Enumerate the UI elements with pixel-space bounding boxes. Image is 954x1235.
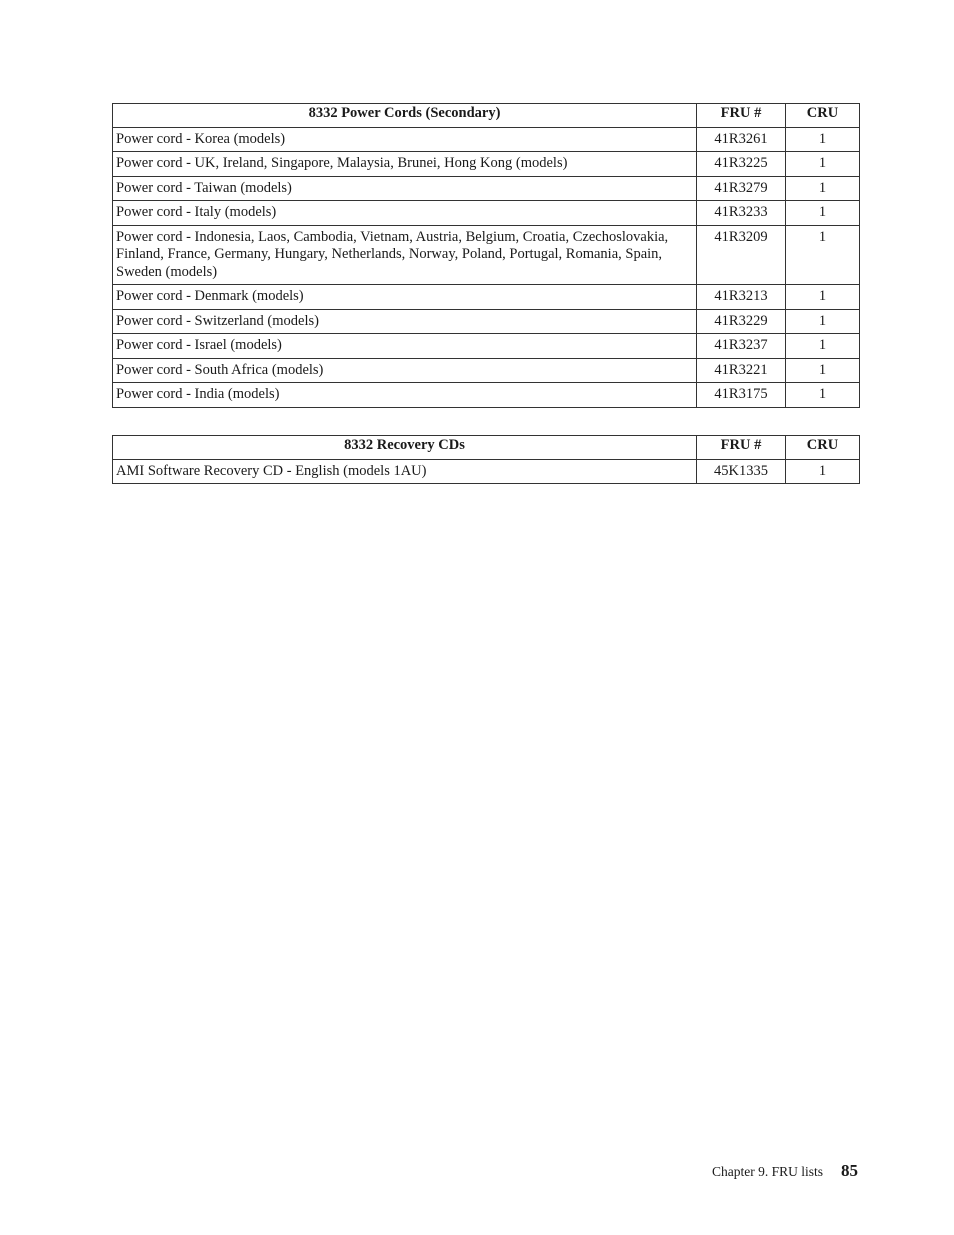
part-description: Power cord - Denmark (models) (113, 285, 697, 310)
cru-value: 1 (786, 225, 860, 285)
chapter-title: Chapter 9. FRU lists (711, 1164, 823, 1179)
part-description: Power cord - Korea (models) (113, 127, 697, 152)
table-row (113, 285, 860, 310)
cru-value: 1 (786, 285, 860, 310)
column-header-fru: FRU # (697, 436, 786, 460)
page-number: 85 (841, 1161, 858, 1180)
fru-number: 41R3221 (697, 358, 786, 383)
column-header-fru: FRU # (697, 104, 786, 128)
part-description: Power cord - Italy (models) (113, 201, 697, 226)
fru-number: 41R3209 (697, 225, 786, 285)
table-header-row (113, 104, 860, 128)
fru-number: 41R3279 (697, 176, 786, 201)
fru-number: 41R3261 (697, 127, 786, 152)
fru-number: 41R3175 (697, 383, 786, 408)
table-row (113, 127, 860, 152)
column-header-description: 8332 Recovery CDs (113, 436, 697, 460)
cru-value: 1 (786, 176, 860, 201)
part-description: Power cord - Indonesia, Laos, Cambodia, Vietnam, Austria, Belgium, Croatia, Czechoslovakia, Finland, France, Germany, Hungary, Netherlands, Norway, Poland, Portugal, Romania, Spain, Sweden (models) (113, 225, 697, 285)
part-description: Power cord - Taiwan (models) (113, 176, 697, 201)
cru-value: 1 (786, 309, 860, 334)
table-row (113, 358, 860, 383)
cru-value: 1 (786, 358, 860, 383)
part-description: AMI Software Recovery CD - English (models 1AU) (113, 459, 697, 484)
table-row (113, 459, 860, 484)
column-header-cru: CRU (786, 104, 860, 128)
table-row (113, 176, 860, 201)
table-row (113, 225, 860, 285)
cru-value: 1 (786, 152, 860, 177)
fru-number: 41R3213 (697, 285, 786, 310)
power-cords-table (112, 103, 860, 408)
cru-value: 1 (786, 383, 860, 408)
table-row (113, 201, 860, 226)
table-row (113, 383, 860, 408)
fru-number: 45K1335 (697, 459, 786, 484)
fru-number: 41R3233 (697, 201, 786, 226)
fru-number: 41R3225 (697, 152, 786, 177)
column-header-description: 8332 Power Cords (Secondary) (113, 104, 697, 128)
cru-value: 1 (786, 334, 860, 359)
table-row (113, 152, 860, 177)
fru-number: 41R3237 (697, 334, 786, 359)
part-description: Power cord - UK, Ireland, Singapore, Malaysia, Brunei, Hong Kong (models) (113, 152, 697, 177)
page-footer (712, 1161, 858, 1181)
part-description: Power cord - Switzerland (models) (113, 309, 697, 334)
recovery-cds-table (112, 435, 860, 484)
table-row (113, 334, 860, 359)
table-header-row (113, 436, 860, 460)
table-row (113, 309, 860, 334)
cru-value: 1 (786, 459, 860, 484)
part-description: Power cord - India (models) (113, 383, 697, 408)
cru-value: 1 (786, 127, 860, 152)
part-description: Power cord - South Africa (models) (113, 358, 697, 383)
fru-number: 41R3229 (697, 309, 786, 334)
column-header-cru: CRU (786, 436, 860, 460)
cru-value: 1 (786, 201, 860, 226)
part-description: Power cord - Israel (models) (113, 334, 697, 359)
